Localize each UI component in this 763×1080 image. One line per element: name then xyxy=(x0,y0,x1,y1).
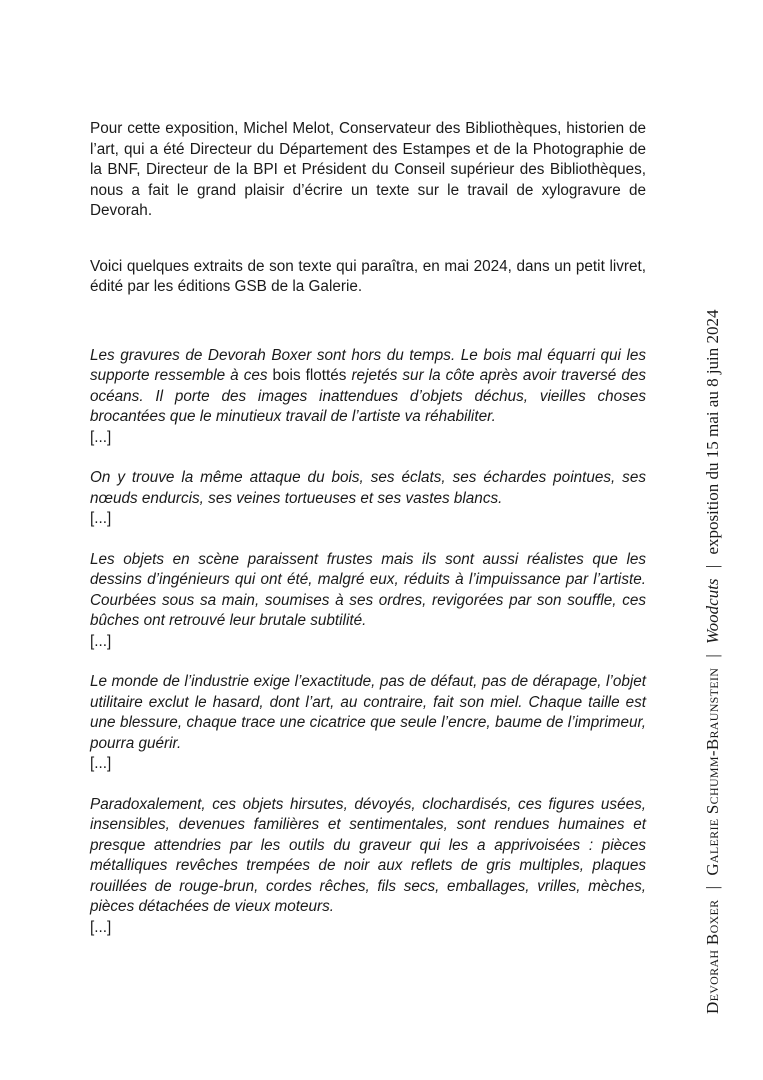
intro-paragraph-1: Pour cette exposition, Michel Melot, Conservateur des Bibliothèques, historien de l’art, qui a été Directeur du Département des Estampes et de la Photographie de la BNF, Directeur de la BPI et Président du Conseil supérieur des Bibliothèques, nous a fait le grand plaisir d’écrire un texte sur le travail de xylogravure de Devorah. xyxy=(90,120,646,219)
quote-extract-4 xyxy=(90,672,646,775)
omission-marker: [...] xyxy=(90,428,112,446)
spine-artist-name: Devorah Boxer xyxy=(703,899,722,1014)
spine-gallery-name: Galerie Schumm-Braunstein xyxy=(703,667,722,876)
quote-extract-3 xyxy=(90,550,646,653)
quote-1-upright-phrase: bois flottés xyxy=(272,367,347,384)
omission-marker: [...] xyxy=(90,510,112,527)
quote-1-part-b: rejetés sur la côte après avoir traversé des océans. Il porte des images inattendues d’objets déchus, vieilles choses brocantées que le minutieux travail de l’artiste va réhabiliter. xyxy=(90,367,647,425)
spine-separator: | xyxy=(703,654,722,658)
spine-caption xyxy=(703,309,723,1014)
quote-1-part-a: Les gravures de Devorah Boxer sont hors du temps. Le bois mal équarri qui les supporte ressemble à ces xyxy=(90,346,646,384)
quote-extract-2 xyxy=(90,468,646,530)
omission-marker: [...] xyxy=(90,918,112,936)
quote-extract-1 xyxy=(90,346,646,449)
main-text xyxy=(90,119,646,958)
quote-extract-5 xyxy=(90,795,646,939)
quote-5-text: Paradoxalement, ces objets hirsutes, dévoyés, clochardisés, ces figures usées, insensibles, devenues familières et sentimentales, sont rendues humaines et presque attendries par les outils du graveur qui les a apprivoisées : pièces métalliques revêches trempées de noir aux reflets de gris multiples, plaques rouillées de rouge-brun, cordes rêches, fils secs, emballages, vrilles, mèches, pièces détachées de vieux moteurs. xyxy=(90,795,646,915)
intro-paragraph-2: Voici quelques extraits de son texte qui paraîtra, en mai 2024, dans un petit livret, édité par les éditions GSB de la Galerie. xyxy=(90,257,646,295)
spine-separator: | xyxy=(703,885,722,890)
spine-separator: | xyxy=(703,564,722,569)
quote-4-text: Le monde de l’industrie exige l’exactitude, pas de défaut, pas de dérapage, l’objet utilitaire exclut le hasard, dont l’art, au contraire, fait son miel. Chaque taille est une blessure, chaque trace une cicatrice que seule l’encre, baume de l’imprimeur, pourra guérir. xyxy=(90,673,646,752)
spine-exhibition-dates: exposition du 15 mai au 8 juin 2024 xyxy=(703,309,722,555)
omission-marker: [...] xyxy=(90,632,112,650)
spine-exhibition-title: Woodcuts xyxy=(703,578,722,644)
omission-marker: [...] xyxy=(90,755,112,772)
quote-3-text: Les objets en scène paraissent frustes mais ils sont aussi réalistes que les dessins d’ingénieurs qui ont été, malgré eux, réduits à l’impuissance par l’artiste. Courbées sous sa main, soumises à ses ordres, revigorées par son souffle, ces bûches ont retrouvé leur brutale subtilité. xyxy=(90,550,646,629)
quote-2-text: On y trouve la même attaque du bois, ses éclats, ses échardes pointues, ses nœuds endurcis, ses veines tortueuses et ses vastes blancs. xyxy=(90,469,646,507)
